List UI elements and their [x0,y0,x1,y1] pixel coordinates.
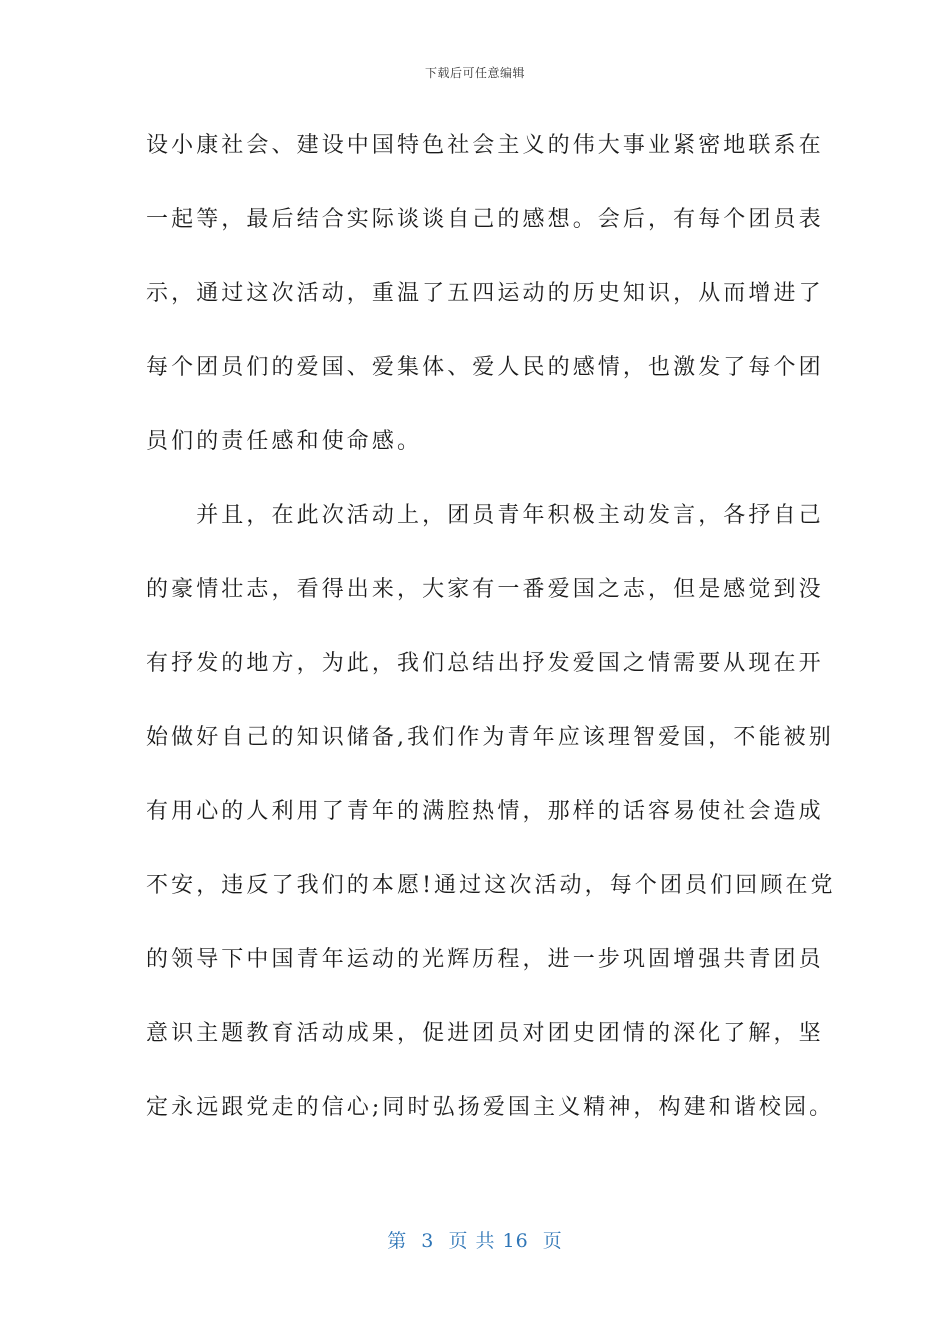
text-line: 有用心的人利用了青年的满腔热情，那样的话容易使社会造成 [146,799,824,824]
text-line: 定永远跟党走的信心;同时弘扬爱国主义精神，构建和谐校园。 [146,1095,835,1120]
text-line: 示，通过这次活动，重温了五四运动的历史知识，从而增进了 [146,281,824,306]
text-line: 并且，在此次活动上，团员青年积极主动发言，各抒自己 [146,503,824,528]
text-line: 每个团员们的爱国、爱集体、爱人民的感情，也激发了每个团 [146,355,824,380]
page-number: 第 3 页 共 16 页 [387,1230,563,1252]
text-line: 的豪情壮志，看得出来，大家有一番爱国之志，但是感觉到没 [146,577,824,602]
text-line: 员们的责任感和使命感。 [146,429,423,454]
text-line: 不安，违反了我们的本愿!通过这次活动，每个团员们回顾在党 [146,873,836,898]
text-line: 有抒发的地方，为此，我们总结出抒发爱国之情需要从现在开 [146,651,824,676]
text-line: 一起等，最后结合实际谈谈自己的感想。会后，有每个团员表 [146,207,824,232]
text-line: 始做好自己的知识储备,我们作为青年应该理智爱国，不能被别 [146,725,834,750]
header-note: 下载后可任意编辑 [424,66,525,80]
text-line: 的领导下中国青年运动的光辉历程，进一步巩固增强共青团员 [146,947,824,972]
text-line: 设小康社会、建设中国特色社会主义的伟大事业紧密地联系在 [146,133,824,158]
document-body [146,128,836,1164]
text-line: 意识主题教育活动成果，促进团员对团史团情的深化了解，坚 [146,1021,824,1046]
